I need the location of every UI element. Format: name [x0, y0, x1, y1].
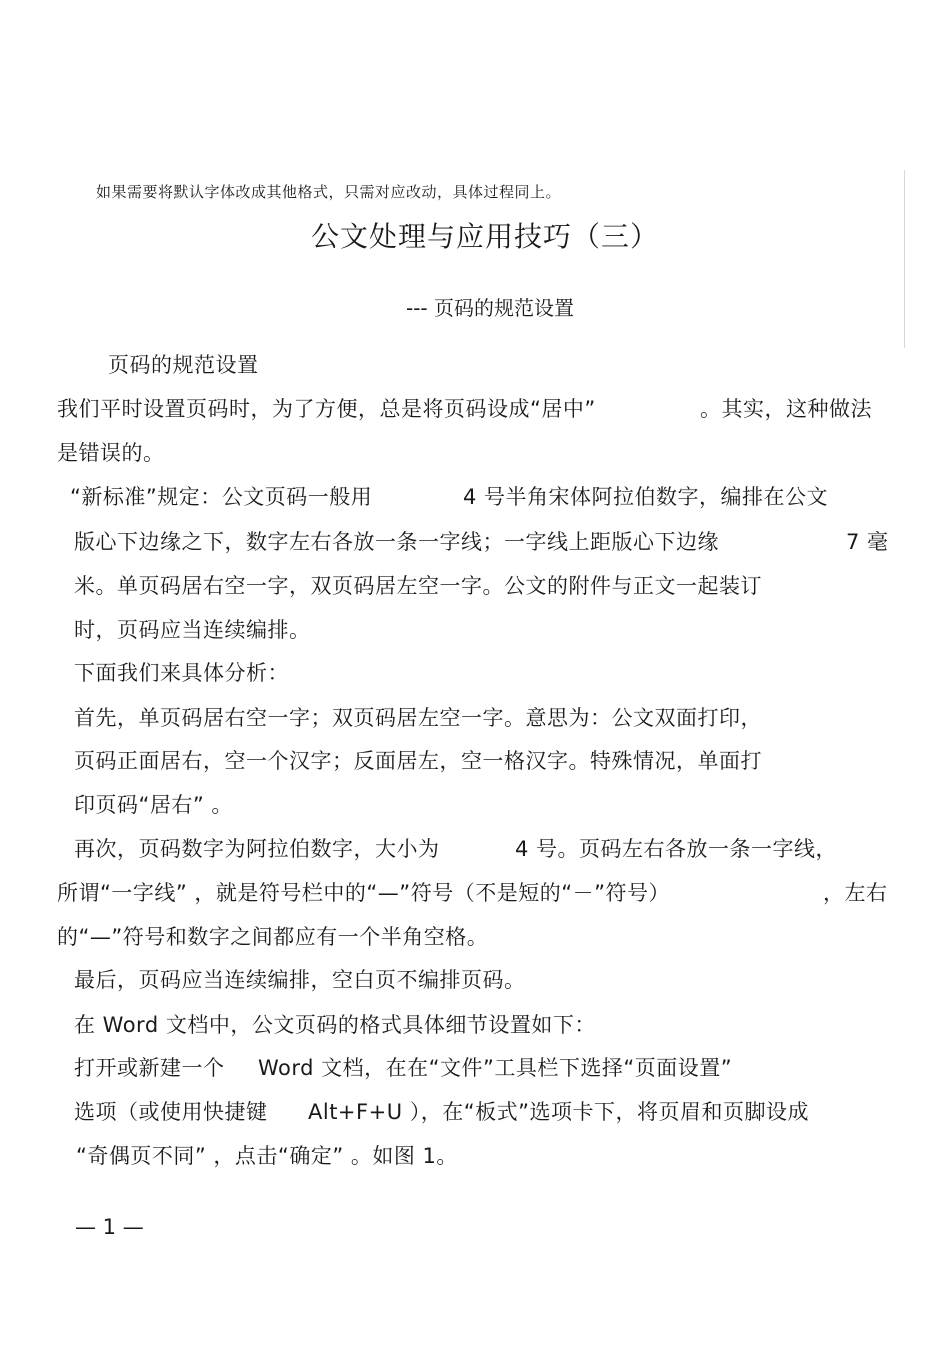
paragraph-line: 最后，页码应当连续编排，空白页不编排页码。: [74, 968, 526, 992]
paragraph-line: 米。单页码居右空一字，双页码居左空一字。公文的附件与正文一起装订: [74, 574, 762, 598]
paragraph-line: 首先，单页码居右空一字；双页码居左空一字。意思为：公文双面打印，: [74, 706, 762, 730]
paragraph-line: 所谓“一字线” ，就是符号栏中的“—”符号（不是短的“－”符号）: [57, 881, 670, 905]
paragraph-line: 7 毫: [846, 530, 889, 554]
paragraph-line: 是错误的。: [57, 441, 165, 465]
paragraph-line: 版心下边缘之下，数字左右各放一条一字线；一字线上距版心下边缘: [74, 530, 719, 554]
top-note: 如果需要将默认字体改成其他格式，只需对应改动，具体过程同上。: [96, 183, 562, 201]
page-subtitle: --- 页码的规范设置: [405, 296, 574, 320]
paragraph-line: 页码正面居右，空一个汉字；反面居左，空一格汉字。特殊情况，单面打: [74, 749, 762, 773]
paragraph-line: 下面我们来具体分析：: [74, 661, 289, 685]
page-title: 公文处理与应用技巧（三）: [310, 220, 659, 253]
paragraph-line: Word 文档，在在“文件”工具栏下选择“页面设置”: [258, 1056, 733, 1080]
paragraph-line: “新标准”规定：公文页码一般用: [70, 485, 373, 509]
paragraph-line: 4 号半角宋体阿拉伯数字，编排在公文: [463, 485, 829, 509]
margin-rule: [904, 170, 905, 348]
paragraph-line: ，左右: [823, 881, 888, 905]
paragraph-line: Alt+F+U ），在“板式”选项卡下，将页眉和页脚设成: [308, 1100, 810, 1124]
paragraph-line: 4 号。页码左右各放一条一字线，: [515, 837, 838, 861]
page-number: — 1 —: [75, 1215, 144, 1239]
section-heading: 页码的规范设置: [108, 353, 259, 377]
paragraph-line: 的“—”符号和数字之间都应有一个半角空格。: [57, 925, 489, 949]
paragraph-line: 。其实，这种做法: [700, 397, 872, 421]
paragraph-line: 时，页码应当连续编排。: [74, 618, 311, 642]
paragraph-line: 印页码“居右” 。: [74, 793, 233, 817]
paragraph-line: 我们平时设置页码时，为了方便，总是将页码设成“居中”: [57, 397, 596, 421]
paragraph-line: 在 Word 文档中，公文页码的格式具体细节设置如下：: [74, 1013, 596, 1037]
paragraph-line: “奇偶页不同” ，点击“确定” 。如图 1。: [76, 1144, 458, 1168]
paragraph-line: 再次，页码数字为阿拉伯数字，大小为: [74, 837, 440, 861]
paragraph-line: 打开或新建一个: [74, 1056, 225, 1080]
paragraph-line: 选项（或使用快捷键: [74, 1100, 268, 1124]
